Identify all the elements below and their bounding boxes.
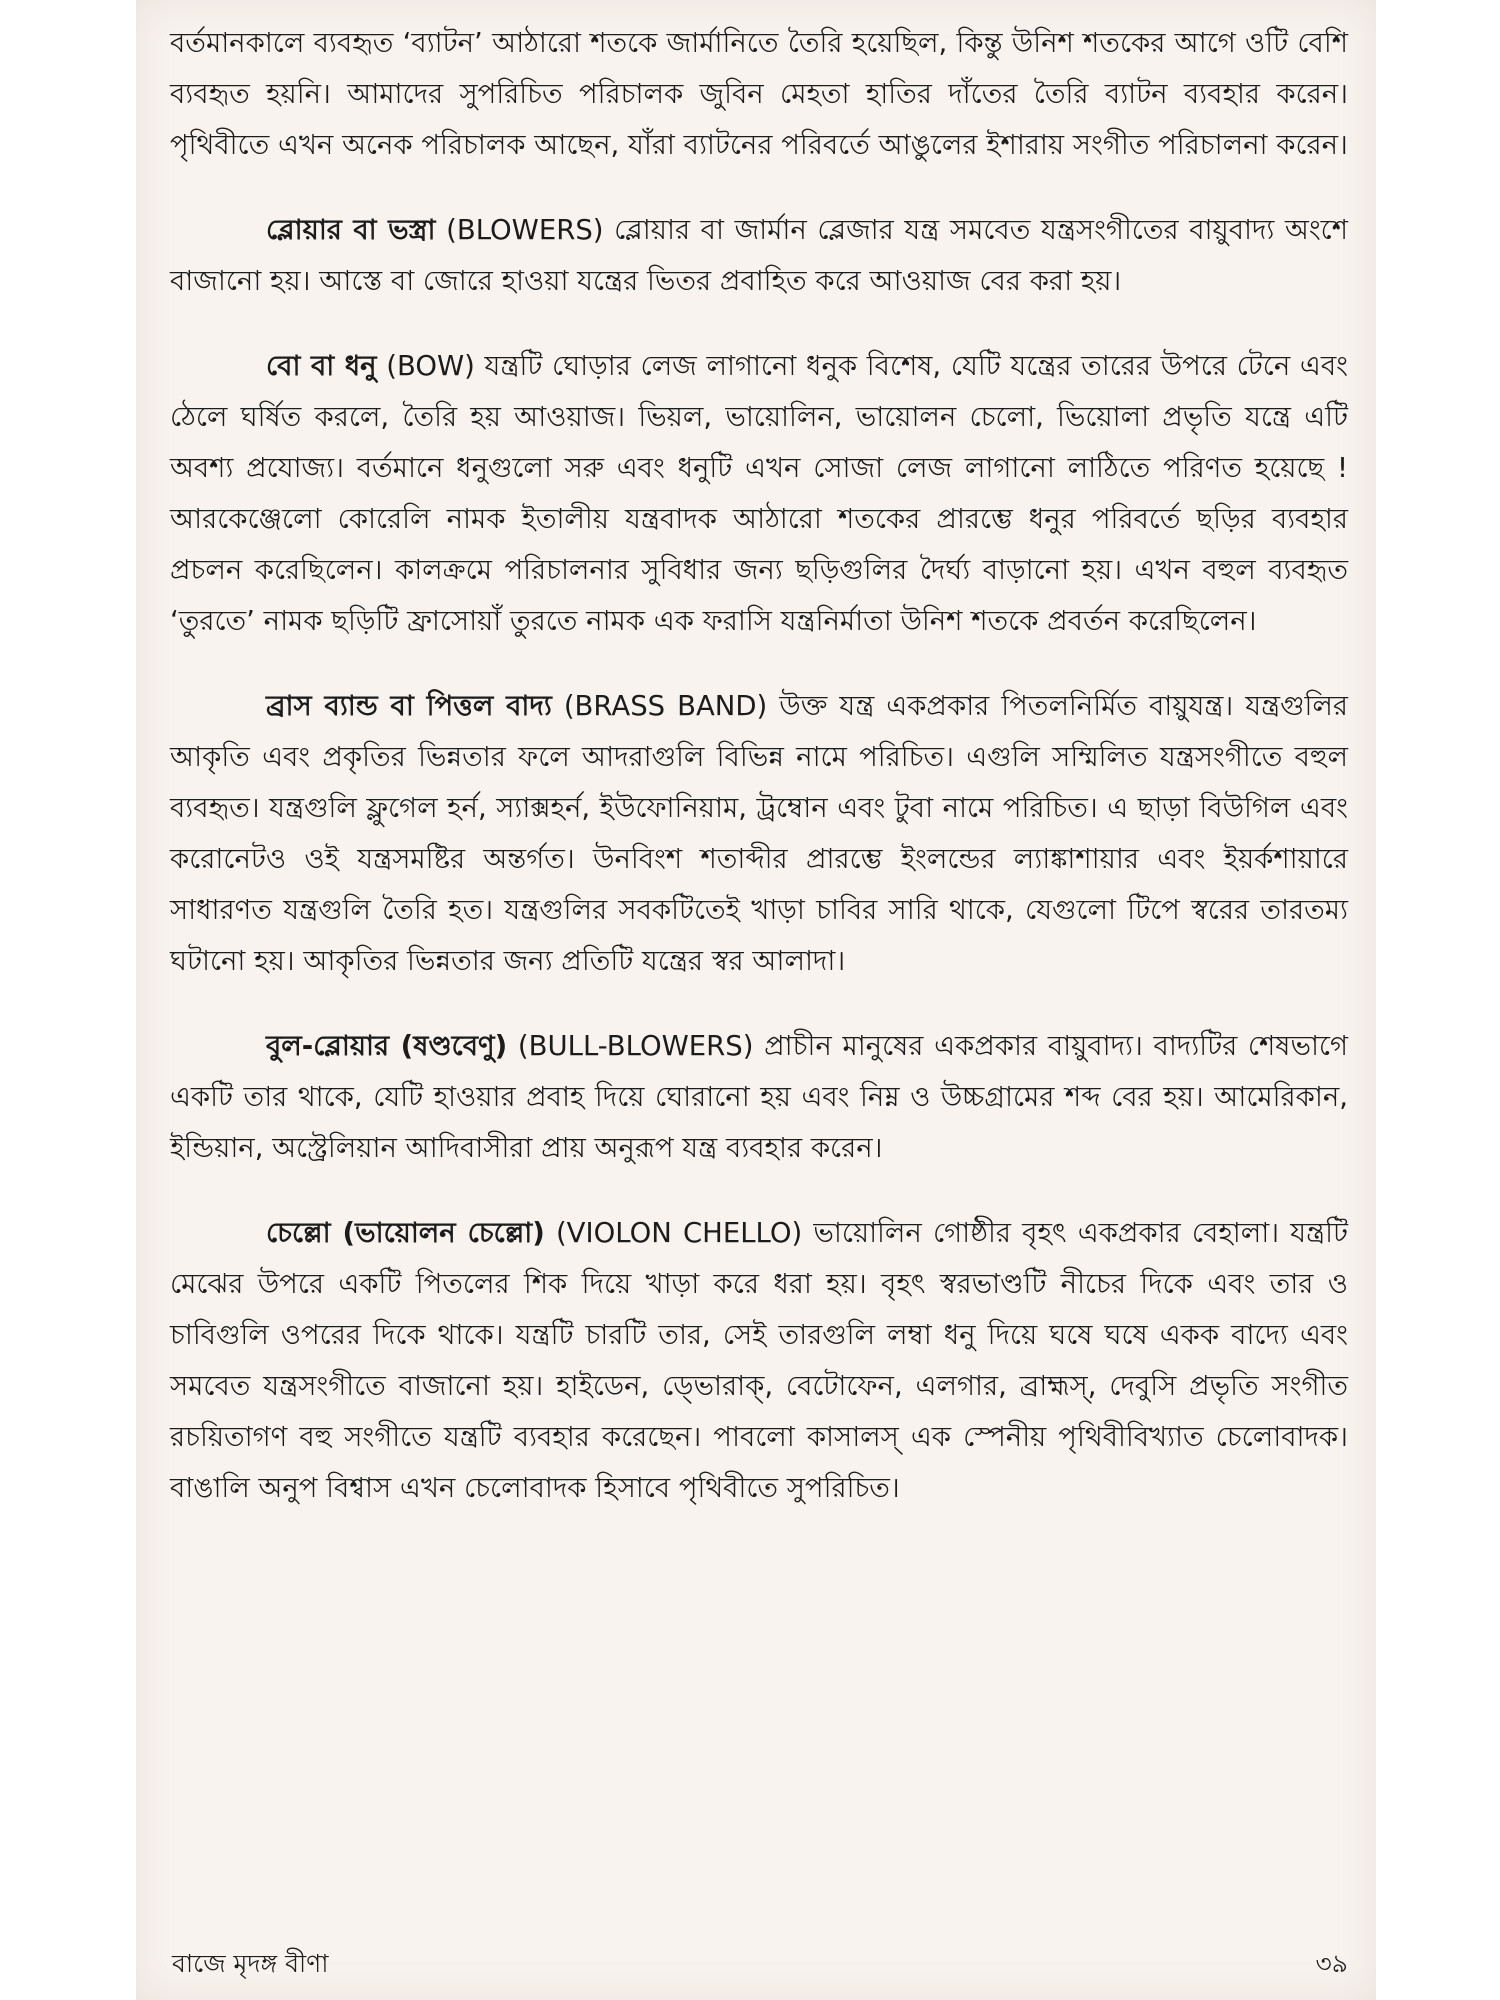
paragraph-intro bbox=[170, 18, 1348, 171]
entry-term: চেল্লো (ভায়োলন চেল্লো) bbox=[266, 1217, 545, 1249]
entry-text: (BLOWERS) ব্লোয়ার বা জার্মান ব্লেজার যন্ত্র সমবেত যন্ত্রসংগীতের বায়ুবাদ্য অংশে বাজানো হয়। আস্তে বা জোরে হাওয়া যন্ত্রের ভিতর প্রবাহিত করে আওয়াজ বের করা হয়। bbox=[170, 214, 1348, 297]
page-body bbox=[170, 18, 1348, 1548]
entry-text: (BOW) যন্ত্রটি ঘোড়ার লেজ লাগানো ধনুক বিশেষ, যেটি যন্ত্রের তারের উপরে টেনে এবং ঠেলে ঘর্ষিত করলে, তৈরি হয় আওয়াজ। ভিয়ল, ভায়োলিন, ভায়োলন চেলো, ভিয়োলা প্রভৃতি যন্ত্রে এটি অবশ্য প্রযোজ্য। বর্তমানে ধনুগুলো সরু এবং ধনুটি এখন সোজা লেজ লাগানো লাঠিতে পরিণত হয়েছে ! আরকেঞ্জেলো কোরেলি নামক ইতালীয় যন্ত্রবাদক আঠারো শতকের প্রারম্ভে ধনুর পরিবর্তে ছড়ির ব্যবহার প্রচলন করেছিলেন। কালক্রমে পরিচালনার সুবিধার জন্য ছড়িগুলির দৈর্ঘ্য বাড়ানো হয়। এখন বহুল ব্যবহৃত ‘তুরতে’ নামক ছড়িটি ফ্রাসোয়াঁ তুরতে নামক এক ফরাসি যন্ত্রনির্মাতা উনিশ শতকে প্রবর্তন করেছিলেন। bbox=[170, 350, 1348, 637]
entry-bow bbox=[170, 341, 1348, 647]
entry-violon-chello bbox=[170, 1208, 1348, 1514]
page-number: ৩৯ bbox=[1315, 1949, 1348, 1978]
entry-term: ব্লোয়ার বা ভস্ত্রা bbox=[266, 214, 436, 246]
paragraph-text: বর্তমানকালে ব্যবহৃত ‘ব্যাটন’ আঠারো শতকে জার্মানিতে তৈরি হয়েছিল, কিন্তু উনিশ শতকের আগে ওটি বেশি ব্যবহৃত হয়নি। আমাদের সুপরিচিত পরিচালক জুবিন মেহতা হাতির দাঁতের তৈরি ব্যাটন ব্যবহার করেন। পৃথিবীতে এখন অনেক পরিচালক আছেন, যাঁরা ব্যাটনের পরিবর্তে আঙুলের ইশারায় সংগীত পরিচালনা করেন। bbox=[170, 27, 1348, 161]
entry-text: (VIOLON CHELLO) ভায়োলিন গোষ্ঠীর বৃহৎ একপ্রকার বেহালা। যন্ত্রটি মেঝের উপরে একটি পিতলের শিক দিয়ে খাড়া করে ধরা হয়। বৃহৎ স্বরভাণ্ডটি নীচের দিকে এবং তার ও চাবিগুলি ওপরের দিকে থাকে। যন্ত্রটি চারটি তার, সেই তারগুলি লম্বা ধনু দিয়ে ঘষে ঘষে একক বাদ্যে এবং সমবেত যন্ত্রসংগীতে বাজানো হয়। হাইডেন, ড্ভোরাক্, বেটোফেন, এলগার, ব্রাহ্মস্, দেবুসি প্রভৃতি সংগীত রচয়িতাগণ বহু সংগীতে যন্ত্রটি ব্যবহার করেছেন। পাবলো কাসালস্ এক স্পেনীয় পৃথিবীবিখ্যাত চেলোবাদক। বাঙালি অনুপ বিশ্বাস এখন চেলোবাদক হিসাবে পৃথিবীতে সুপরিচিত। bbox=[170, 1217, 1348, 1504]
entry-term: বুল-ব্লোয়ার (ষণ্ডবেণু) bbox=[266, 1030, 508, 1062]
entry-term: ব্রাস ব্যান্ড বা পিত্তল বাদ্য bbox=[266, 690, 552, 722]
entry-bull-blowers bbox=[170, 1021, 1348, 1174]
entry-brass-band bbox=[170, 681, 1348, 987]
footer-book-title: বাজে মৃদঙ্গ বীণা bbox=[172, 1949, 329, 1978]
entry-term: বো বা ধনু bbox=[266, 350, 377, 382]
entry-blowers bbox=[170, 205, 1348, 307]
entry-text: (BULL-BLOWERS) প্রাচীন মানুষের একপ্রকার বায়ুবাদ্য। বাদ্যটির শেষভাগে একটি তার থাকে, যেটি হাওয়ার প্রবাহ দিয়ে ঘোরানো হয় এবং নিম্ন ও উচ্চগ্রামের শব্দ বের হয়। আমেরিকান, ইন্ডিয়ান, অস্ট্রেলিয়ান আদিবাসীরা প্রায় অনুরূপ যন্ত্র ব্যবহার করেন। bbox=[170, 1030, 1348, 1164]
entry-text: (BRASS BAND) উক্ত যন্ত্র একপ্রকার পিতলনির্মিত বায়ুযন্ত্র। যন্ত্রগুলির আকৃতি এবং প্রকৃতির ভিন্নতার ফলে আদরাগুলি বিভিন্ন নামে পরিচিত। এগুলি সম্মিলিত যন্ত্রসংগীতে বহুল ব্যবহৃত। যন্ত্রগুলি ফ্লুগেল হর্ন, স্যাক্সহর্ন, ইউফোনিয়াম, ট্রম্বোন এবং টুবা নামে পরিচিত। এ ছাড়া বিউগিল এবং করোনেট‌ও ওই যন্ত্রসমষ্টির অন্তর্গত। উনবিংশ শতাব্দীর প্রারম্ভে ইংলন্ডের ল্যাঙ্কাশায়ার এবং ইয়র্কশায়ারে সাধারণত যন্ত্রগুলি তৈরি হত। যন্ত্রগুলির সবকটিতেই খাড়া চাবির সারি থাকে, যেগুলো টিপে স্বরের তারতম্য ঘটানো হয়। আকৃতির ভিন্নতার জন্য প্রতিটি যন্ত্রের স্বর আলাদা। bbox=[170, 690, 1349, 977]
